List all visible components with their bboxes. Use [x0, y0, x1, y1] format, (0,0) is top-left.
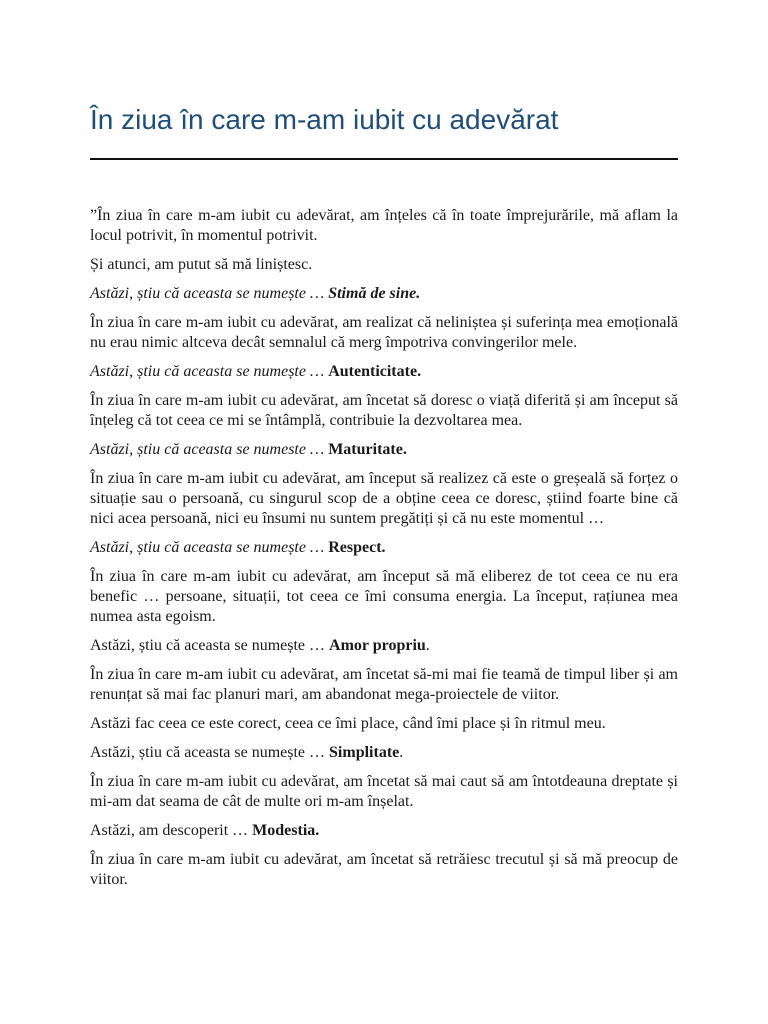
affirmation-autenticitate — [90, 362, 678, 382]
affirmation-amor-propriu — [90, 636, 678, 656]
paragraph-1: ”În ziua în care m-am iubit cu adevărat, am înțeles că în toate împrejurările, mă aflam la locul potrivit, în momentul potrivit. — [90, 207, 678, 244]
affirmation-simplitate — [90, 743, 678, 763]
affirmation-modestia — [90, 821, 678, 841]
affirmation-respect — [90, 538, 678, 558]
document-body — [90, 206, 678, 899]
paragraph-2: Și atunci, am putut să mă liniștesc. — [90, 256, 313, 273]
paragraph-6: În ziua în care m-am iubit cu adevărat, am încetat să doresc o viață diferită și am început să înțeleg că tot ceea ce mi se întâmplă, contribuie la dezvoltarea mea. — [90, 392, 678, 429]
affirmation-keyword: Amor propriu — [329, 637, 426, 654]
affirmation-keyword: Autenticitate. — [328, 363, 422, 380]
document-title: În ziua în care m-am iubit cu adevărat — [90, 104, 559, 135]
affirmation-keyword: Modestia. — [252, 822, 320, 839]
affirmation-keyword: Maturitate. — [328, 441, 407, 458]
paragraph-17: În ziua în care m-am iubit cu adevărat, am încetat să retrăiesc trecutul și să mă preocup de viitor. — [90, 851, 678, 888]
affirmation-tail: . — [399, 744, 404, 761]
title-divider — [90, 158, 678, 160]
paragraph-4: În ziua în care m-am iubit cu adevărat, am realizat că neliniștea și suferința mea emoțională nu erau nimic altceva decât semnalul că merg împotriva convingerilor mele. — [90, 314, 678, 351]
affirmation-keyword: Stimă de sine. — [328, 285, 421, 302]
affirmation-maturitate — [90, 440, 678, 460]
affirmation-tail: . — [425, 637, 430, 654]
affirmation-keyword: Respect. — [328, 539, 386, 556]
paragraph-12: În ziua în care m-am iubit cu adevărat, am încetat să-mi mai fie teamă de timpul liber și am renunțat să mai fac planuri mari, am abandonat mega-proiectele de viitor. — [90, 666, 678, 703]
affirmation-keyword: Simplitate — [329, 744, 400, 761]
paragraph-13: Astăzi fac ceea ce este corect, ceea ce îmi place, când îmi place și în ritmul meu. — [90, 715, 606, 732]
paragraph-8: În ziua în care m-am iubit cu adevărat, am început să realizez că este o greșeală să forțez o situație sau o persoană, cu singurul scop de a obține ceea ce doresc, știind foarte bine că nici acea persoană, nici eu însumi nu suntem pregătiți și că nu este momentul … — [90, 470, 678, 527]
paragraph-15: În ziua în care m-am iubit cu adevărat, am încetat să mai caut să am întotdeauna dreptate și mi-am dat seama de cât de multe ori m-am înșelat. — [90, 773, 678, 810]
affirmation-lead: Astăzi, știu că aceasta se numește … — [90, 285, 329, 302]
affirmation-lead: Astăzi, știu că aceasta se numeste … — [90, 441, 329, 458]
affirmation-lead: Astăzi, știu că aceasta se numește … — [90, 637, 330, 654]
paragraph-10: În ziua în care m-am iubit cu adevărat, am început să mă eliberez de tot ceea ce nu era benefic … persoane, situații, tot ceea ce îmi consuma energia. La început, rațiunea mea numea asta egoism. — [90, 568, 678, 625]
affirmation-lead: Astăzi, știu că aceasta se numește … — [90, 744, 330, 761]
affirmation-lead: Astăzi, am descoperit … — [90, 822, 253, 839]
affirmation-lead: Astăzi, știu că aceasta se numește … — [90, 539, 329, 556]
affirmation-lead: Astăzi, știu că aceasta se numește … — [90, 363, 329, 380]
affirmation-stima — [90, 284, 678, 304]
